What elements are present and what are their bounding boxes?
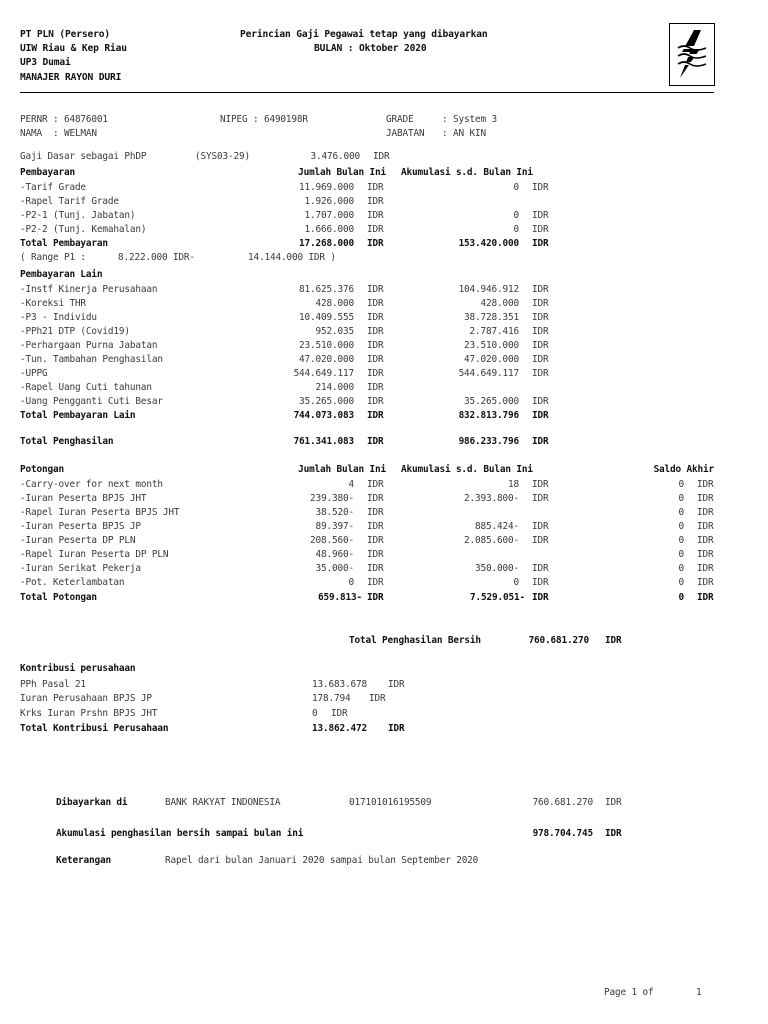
row-accum: 2.787.416: [469, 326, 519, 337]
row-saldo: 0: [678, 535, 684, 546]
list-item: -P3 - Individu: [20, 312, 97, 323]
list-item: -P2-1 (Tunj. Jabatan): [20, 210, 136, 221]
akumulasi-currency: IDR: [605, 828, 622, 839]
row-month: 1.666.000: [304, 224, 354, 235]
kontribusi-currency: IDR: [388, 679, 405, 690]
list-item: -Carry-over for next month: [20, 479, 163, 490]
keterangan-text: Rapel dari bulan Januari 2020 sampai bulan September 2020: [165, 855, 479, 866]
total-kontribusi-amount: 13.862.472: [312, 723, 367, 734]
row-accum: 428.000: [480, 298, 519, 309]
total-penghasilan-accum: 986.233.796: [458, 436, 519, 447]
account-number: 017101016195509: [349, 797, 432, 808]
row-currency: IDR: [367, 535, 384, 546]
kontribusi-amount: 0: [312, 708, 318, 719]
list-item: -Rapel Uang Cuti tahunan: [20, 382, 152, 393]
unit-name: UIW Riau & Kep Riau: [20, 43, 127, 54]
list-item: PPh Pasal 21: [20, 679, 86, 690]
list-item: -Iuran Peserta BPJS JHT: [20, 493, 147, 504]
row-month: 81.625.376: [299, 284, 354, 295]
row-accum: 0: [513, 210, 519, 221]
row-accum: 2.085.600-: [464, 535, 519, 546]
row-month: 38.520-: [315, 507, 354, 518]
row-currency-accum: IDR: [532, 326, 549, 337]
list-item: -Rapel Iuran Peserta BPJS JHT: [20, 507, 180, 518]
row-currency-saldo: IDR: [697, 563, 714, 574]
pln-lightning-logo-icon: [670, 24, 714, 85]
total-pembayaran-lain-currency: IDR: [367, 410, 384, 421]
row-currency-accum: IDR: [532, 210, 549, 221]
potongan-heading: Potongan: [20, 464, 64, 475]
row-currency: IDR: [367, 563, 384, 574]
akumulasi-label: Akumulasi penghasilan bersih sampai bulan ini: [56, 828, 304, 839]
list-item: -Tun. Tambahan Penghasilan: [20, 354, 163, 365]
row-currency: IDR: [367, 340, 384, 351]
bank-name: BANK RAKYAT INDONESIA: [165, 797, 281, 808]
row-saldo: 0: [678, 563, 684, 574]
total-penghasilan-currency: IDR: [367, 436, 384, 447]
row-accum: 35.265.000: [464, 396, 519, 407]
row-currency-saldo: IDR: [697, 493, 714, 504]
row-currency-saldo: IDR: [697, 535, 714, 546]
col-jumlah-bulan-ini: Jumlah Bulan Ini: [298, 464, 386, 475]
row-currency-accum: IDR: [532, 354, 549, 365]
row-currency: IDR: [367, 493, 384, 504]
row-month: 89.397-: [315, 521, 354, 532]
row-currency-saldo: IDR: [697, 521, 714, 532]
col-saldo-akhir: Saldo Akhir: [653, 464, 714, 475]
document-title: Perincian Gaji Pegawai tetap yang dibayarkan: [240, 29, 488, 40]
jabatan-value: : AN KIN: [442, 128, 486, 139]
row-month: 0: [348, 577, 354, 588]
total-potongan-saldo: 0: [678, 592, 684, 603]
total-potongan-currency-accum: IDR: [532, 592, 549, 603]
row-accum: 23.510.000: [464, 340, 519, 351]
list-item: -Pot. Keterlambatan: [20, 577, 125, 588]
list-item: -Iuran Peserta DP PLN: [20, 535, 136, 546]
row-accum: 18: [508, 479, 519, 490]
list-item: -Instf Kinerja Perusahaan: [20, 284, 158, 295]
gaji-dasar-currency: IDR: [373, 151, 390, 162]
total-potongan-label: Total Potongan: [20, 592, 97, 603]
row-currency-accum: IDR: [532, 396, 549, 407]
row-currency: IDR: [367, 224, 384, 235]
total-pembayaran-label: Total Pembayaran: [20, 238, 108, 249]
up3-name: UP3 Dumai: [20, 57, 71, 68]
list-item: -Uang Pengganti Cuti Besar: [20, 396, 163, 407]
row-month: 239.380-: [310, 493, 354, 504]
row-saldo: 0: [678, 493, 684, 504]
row-saldo: 0: [678, 521, 684, 532]
dibayarkan-currency: IDR: [605, 797, 622, 808]
row-currency-accum: IDR: [532, 493, 549, 504]
list-item: Iuran Perusahaan BPJS JP: [20, 693, 152, 704]
list-item: -P2-2 (Tunj. Kemahalan): [20, 224, 147, 235]
row-month: 47.020.000: [299, 354, 354, 365]
gaji-dasar-amount: 3.476.000: [310, 151, 360, 162]
list-item: -PPh21 DTP (Covid19): [20, 326, 130, 337]
row-accum: 2.393.800-: [464, 493, 519, 504]
jabatan-label: JABATAN: [386, 128, 425, 139]
row-currency-accum: IDR: [532, 563, 549, 574]
row-currency-accum: IDR: [532, 340, 549, 351]
header-divider: [20, 92, 714, 93]
kontribusi-amount: 13.683.678: [312, 679, 367, 690]
kontribusi-currency: IDR: [331, 708, 348, 719]
total-bersih-currency: IDR: [605, 635, 622, 646]
row-month: 1.707.000: [304, 210, 354, 221]
range-from: 8.222.000 IDR-: [118, 252, 195, 263]
row-currency-accum: IDR: [532, 368, 549, 379]
total-pembayaran-month: 17.268.000: [299, 238, 354, 249]
list-item: -Iuran Serikat Pekerja: [20, 563, 141, 574]
kontribusi-currency: IDR: [369, 693, 386, 704]
page-label: Page 1 of: [604, 987, 654, 998]
pembayaran-heading: Pembayaran: [20, 167, 75, 178]
total-pembayaran-currency: IDR: [367, 238, 384, 249]
row-accum: 0: [513, 182, 519, 193]
total-potongan-currency: IDR: [367, 592, 384, 603]
list-item: -Rapel Iuran Peserta DP PLN: [20, 549, 169, 560]
row-currency: IDR: [367, 298, 384, 309]
grade-value: : System 3: [442, 114, 497, 125]
row-currency: IDR: [367, 382, 384, 393]
row-currency: IDR: [367, 312, 384, 323]
total-kontribusi-currency: IDR: [388, 723, 405, 734]
row-month: 35.265.000: [299, 396, 354, 407]
row-currency-accum: IDR: [532, 298, 549, 309]
row-month: 1.926.000: [304, 196, 354, 207]
row-currency: IDR: [367, 196, 384, 207]
row-saldo: 0: [678, 507, 684, 518]
range-to: 14.144.000 IDR ): [248, 252, 336, 263]
list-item: -Perhargaan Purna Jabatan: [20, 340, 158, 351]
row-currency-accum: IDR: [532, 577, 549, 588]
row-month: 48.960-: [315, 549, 354, 560]
total-kontribusi-label: Total Kontribusi Perusahaan: [20, 723, 169, 734]
keterangan-label: Keterangan: [56, 855, 111, 866]
row-currency-saldo: IDR: [697, 507, 714, 518]
total-pembayaran-accum: 153.420.000: [458, 238, 519, 249]
pernr: PERNR : 64876001: [20, 114, 108, 125]
row-accum: 350.000-: [475, 563, 519, 574]
row-currency-accum: IDR: [532, 312, 549, 323]
row-currency: IDR: [367, 182, 384, 193]
col-akumulasi: Akumulasi s.d. Bulan Ini: [401, 464, 533, 475]
row-currency: IDR: [367, 368, 384, 379]
list-item: -Tarif Grade: [20, 182, 86, 193]
list-item: Krks Iuran Prshn BPJS JHT: [20, 708, 158, 719]
total-pembayaran-lain-month: 744.073.083: [293, 410, 354, 421]
list-item: -Iuran Peserta BPJS JP: [20, 521, 141, 532]
total-pembayaran-lain-label: Total Pembayaran Lain: [20, 410, 136, 421]
list-item: -Koreksi THR: [20, 298, 86, 309]
total-bersih-amount: 760.681.270: [528, 635, 589, 646]
total-penghasilan-label: Total Penghasilan: [20, 436, 114, 447]
row-saldo: 0: [678, 549, 684, 560]
pembayaran-lain-heading: Pembayaran Lain: [20, 269, 103, 280]
rayon-name: MANAJER RAYON DURI: [20, 72, 122, 83]
row-accum: 47.020.000: [464, 354, 519, 365]
total-pembayaran-currency-accum: IDR: [532, 238, 549, 249]
row-currency: IDR: [367, 521, 384, 532]
row-currency: IDR: [367, 507, 384, 518]
row-currency: IDR: [367, 354, 384, 365]
row-accum: 885.424-: [475, 521, 519, 532]
page-total: 1: [696, 987, 702, 998]
company-name: PT PLN (Persero): [20, 29, 111, 40]
grade-label: GRADE: [386, 114, 414, 125]
row-currency: IDR: [367, 284, 384, 295]
row-accum: 38.728.351: [464, 312, 519, 323]
total-penghasilan-month: 761.341.083: [293, 436, 354, 447]
total-penghasilan-currency-accum: IDR: [532, 436, 549, 447]
list-item: -UPPG: [20, 368, 48, 379]
row-currency: IDR: [367, 549, 384, 560]
total-potongan-accum: 7.529.051-: [470, 592, 525, 603]
row-month: 4: [348, 479, 354, 490]
range-label: ( Range P1 :: [20, 252, 86, 263]
row-currency-accum: IDR: [532, 224, 549, 235]
col-jumlah-bulan-ini: Jumlah Bulan Ini: [298, 167, 386, 178]
row-month: 10.409.555: [299, 312, 354, 323]
total-potongan-month: 659.813-: [318, 592, 362, 603]
list-item: -Rapel Tarif Grade: [20, 196, 119, 207]
row-saldo: 0: [678, 479, 684, 490]
kontribusi-amount: 178.794: [312, 693, 351, 704]
row-month: 544.649.117: [293, 368, 354, 379]
bulan-label: BULAN : Oktober 2020: [314, 43, 427, 54]
row-month: 952.035: [315, 326, 354, 337]
akumulasi-amount: 978.704.745: [532, 828, 593, 839]
logo-frame: [669, 23, 715, 86]
row-accum: 544.649.117: [458, 368, 519, 379]
row-month: 35.000-: [315, 563, 354, 574]
kontribusi-heading: Kontribusi perusahaan: [20, 663, 136, 674]
row-accum: 0: [513, 224, 519, 235]
total-pembayaran-lain-currency-accum: IDR: [532, 410, 549, 421]
row-currency: IDR: [367, 396, 384, 407]
row-currency-saldo: IDR: [697, 577, 714, 588]
row-currency: IDR: [367, 210, 384, 221]
col-akumulasi: Akumulasi s.d. Bulan Ini: [401, 167, 533, 178]
row-accum: 0: [513, 577, 519, 588]
total-pembayaran-lain-accum: 832.813.796: [458, 410, 519, 421]
row-month: 11.969.000: [299, 182, 354, 193]
row-month: 23.510.000: [299, 340, 354, 351]
row-currency-accum: IDR: [532, 284, 549, 295]
nipeg: NIPEG : 6490198R: [220, 114, 308, 125]
row-currency-accum: IDR: [532, 535, 549, 546]
gaji-dasar-label: Gaji Dasar sebagai PhDP: [20, 151, 147, 162]
total-potongan-currency-saldo: IDR: [697, 592, 714, 603]
nama: NAMA : WELMAN: [20, 128, 97, 139]
gaji-dasar-code: (SYS03-29): [195, 151, 250, 162]
dibayarkan-amount: 760.681.270: [532, 797, 593, 808]
dibayarkan-label: Dibayarkan di: [56, 797, 128, 808]
row-month: 208.560-: [310, 535, 354, 546]
row-currency-accum: IDR: [532, 479, 549, 490]
total-bersih-label: Total Penghasilan Bersih: [349, 635, 481, 646]
row-currency-saldo: IDR: [697, 549, 714, 560]
row-month: 428.000: [315, 298, 354, 309]
row-currency: IDR: [367, 577, 384, 588]
row-month: 214.000: [315, 382, 354, 393]
row-currency-saldo: IDR: [697, 479, 714, 490]
row-currency: IDR: [367, 479, 384, 490]
row-currency: IDR: [367, 326, 384, 337]
row-accum: 104.946.912: [458, 284, 519, 295]
row-currency-accum: IDR: [532, 521, 549, 532]
row-saldo: 0: [678, 577, 684, 588]
row-currency-accum: IDR: [532, 182, 549, 193]
